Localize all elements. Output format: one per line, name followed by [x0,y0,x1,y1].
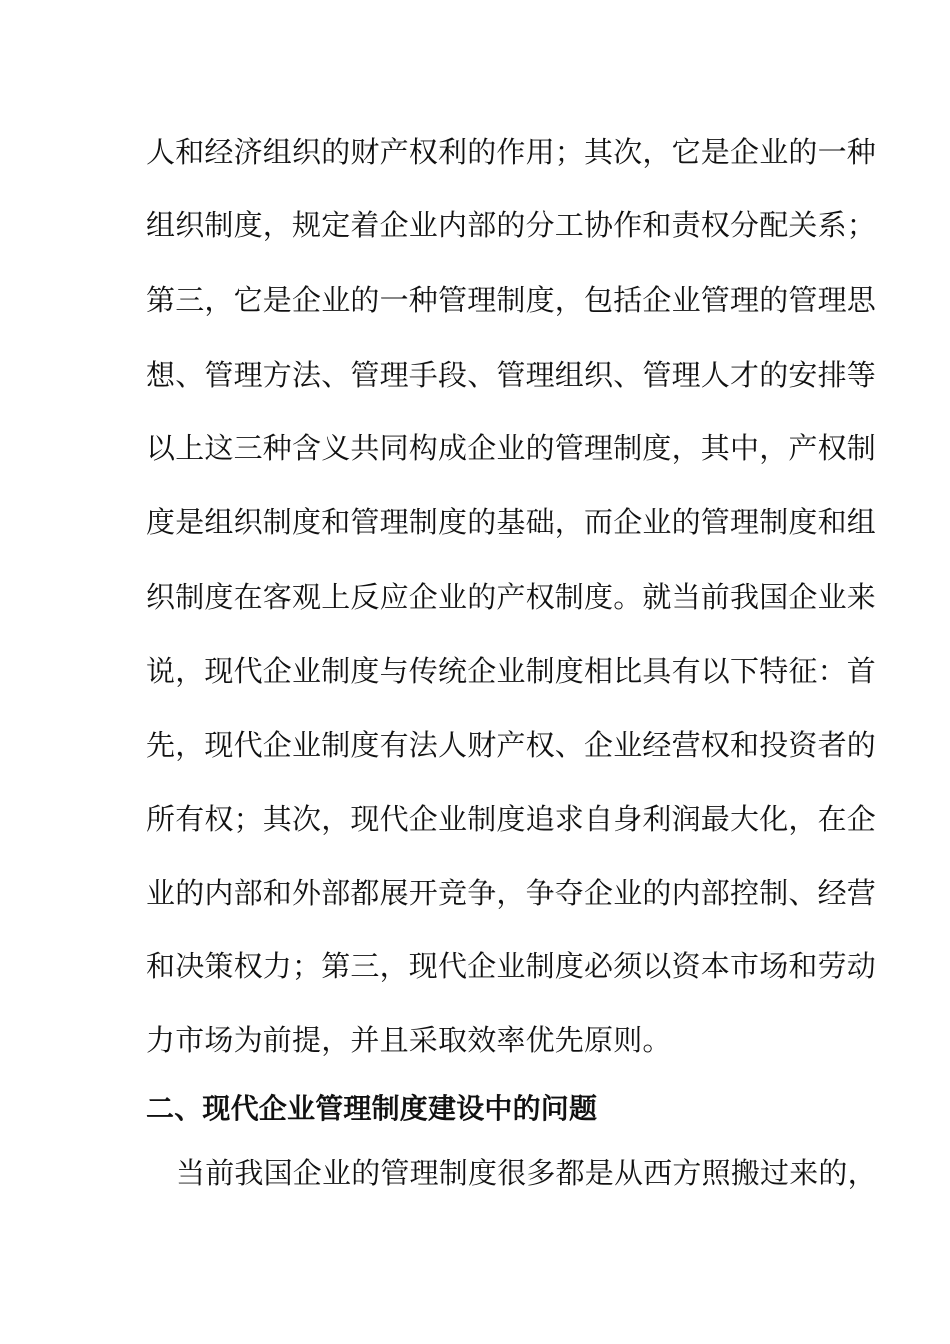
body-text-line: 度是组织制度和管理制度的基础，而企业的管理制度和组 [146,505,877,539]
body-text-line: 力市场为前提，并且采取效率优先原则。 [146,1023,672,1057]
body-text-line: 所有权；其次，现代企业制度追求自身利润最大化，在企 [146,802,877,836]
body-text-line: 人和经济组织的财产权利的作用；其次，它是企业的一种 [146,135,877,169]
body-text-line: 组织制度，规定着企业内部的分工协作和责权分配关系； [146,208,877,242]
body-text-line: 和决策权力；第三，现代企业制度必须以资本市场和劳动 [146,949,877,983]
paragraph-first-line: 当前我国企业的管理制度很多都是从西方照搬过来的， [176,1156,877,1190]
body-text-line: 织制度在客观上反应企业的产权制度。就当前我国企业来 [146,580,877,614]
body-text-line: 想、管理方法、管理手段、管理组织、管理人才的安排等 [146,358,877,392]
section-heading: 二、现代企业管理制度建设中的问题 [146,1092,598,1125]
body-text-line: 先，现代企业制度有法人财产权、企业经营权和投资者的 [146,728,877,762]
body-text-line: 第三，它是企业的一种管理制度，包括企业管理的管理思 [146,283,877,317]
body-text-line: 说，现代企业制度与传统企业制度相比具有以下特征：首 [146,654,877,688]
body-text-line: 以上这三种含义共同构成企业的管理制度，其中，产权制 [146,431,877,465]
body-text-line: 业的内部和外部都展开竞争，争夺企业的内部控制、经营 [146,876,877,910]
